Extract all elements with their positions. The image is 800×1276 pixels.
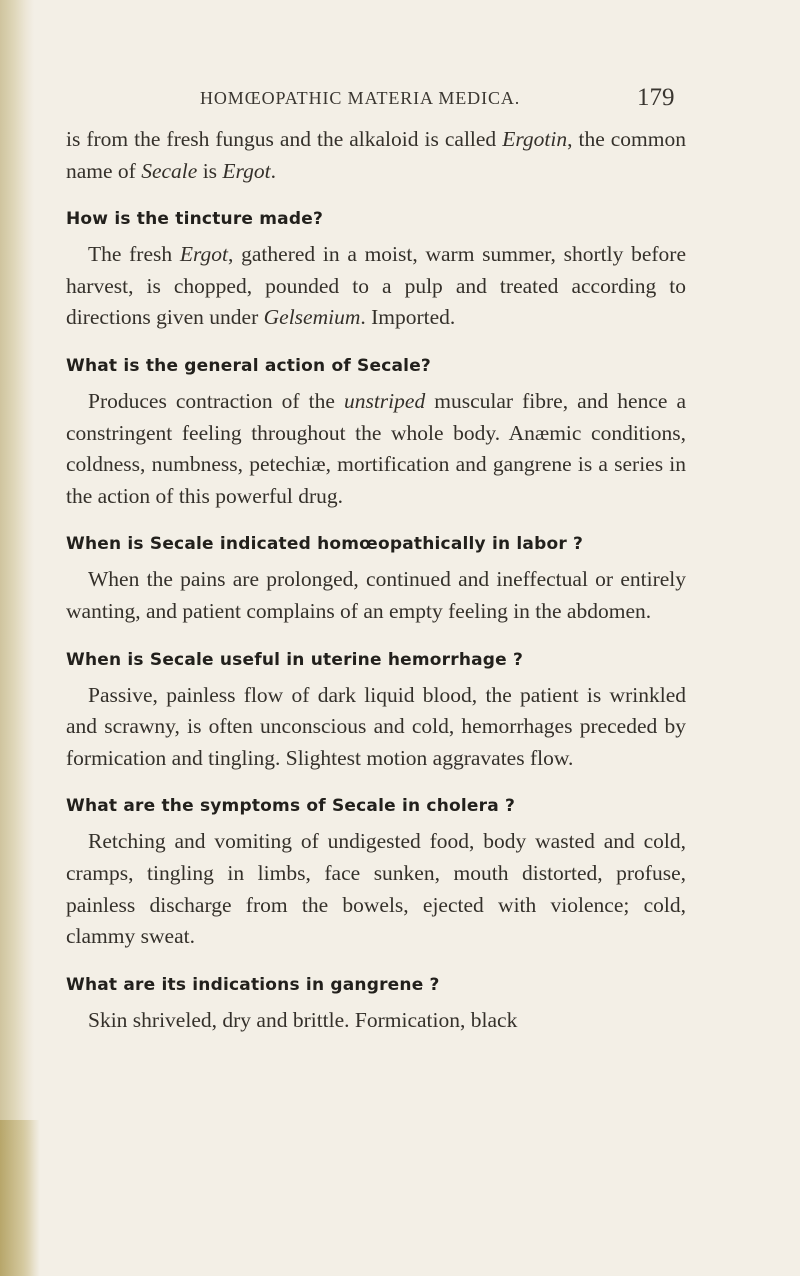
- page-header: [0, 86, 800, 116]
- text-run: is from the fresh fungus and the alkaloid is called: [66, 127, 503, 151]
- running-head: HOMŒOPATHIC MATERIA MEDICA.: [200, 88, 521, 108]
- question-heading: What is the general action of Secale?: [66, 355, 431, 376]
- question-heading: When is Secale useful in uterine hemorrhage ?: [66, 649, 524, 670]
- page-body: [66, 124, 686, 1036]
- italic-term: Gelsemium: [263, 305, 361, 330]
- page-gutter-shadow: [0, 0, 34, 1276]
- answer-paragraph: Passive, painless flow of dark liquid blood, the patient is wrinkled and scrawny, is often unconscious and cold, hemorrhages preceded by formication and tingling. Slightest motion aggravates flow.: [66, 682, 686, 770]
- italic-term: Ergotin: [502, 127, 568, 151]
- italic-term: unstriped: [343, 388, 426, 413]
- question-heading: How is the tincture made?: [66, 209, 324, 230]
- text-run: muscular fibre, and hence a constringent feeling throughout the whole body. Anæmic conditions, coldness, numbness, petechiæ, mortification and gangrene is a series in the action of this powerful drug.: [66, 388, 687, 508]
- question-heading: What are its indications in gangrene ?: [66, 974, 440, 995]
- page-number: 179: [637, 84, 675, 111]
- answer-paragraph: [66, 386, 686, 512]
- answer-paragraph: [66, 239, 686, 334]
- answer-paragraph: Retching and vomiting of undigested food, body wasted and cold, cramps, tingling in limbs, face sunken, mouth distorted, profuse, painless discharge from the bowels, ejected with violence; cold, clammy sweat.: [66, 829, 686, 949]
- text-run: , gathered in a moist, warm summer, shortly before harvest, is chopped, pounded to a pulp and treated according to directions given under: [66, 242, 686, 330]
- text-run: The fresh: [88, 242, 180, 267]
- italic-term: Secale: [141, 158, 198, 183]
- question-heading: What are the symptoms of Secale in cholera ?: [66, 796, 516, 817]
- text-run: Produces contraction of the: [88, 388, 344, 413]
- text-run: , the common name of: [66, 127, 686, 183]
- italic-term: Ergot: [222, 158, 271, 183]
- text-run: .: [270, 158, 276, 183]
- italic-term: Ergot: [179, 242, 229, 267]
- question-heading: When is Secale indicated homœopathically in labor ?: [66, 534, 584, 555]
- answer-paragraph: When the pains are prolonged, continued and ineffectual or entirely wanting, and patient complains of an empty feeling in the abdomen.: [66, 567, 686, 623]
- answer-paragraph: Skin shriveled, dry and brittle. Formication, black: [88, 1007, 518, 1032]
- page-edge-stain: [0, 1120, 40, 1276]
- text-run: . Imported.: [360, 305, 456, 330]
- text-run: is: [197, 158, 223, 183]
- intro-paragraph: [66, 124, 686, 187]
